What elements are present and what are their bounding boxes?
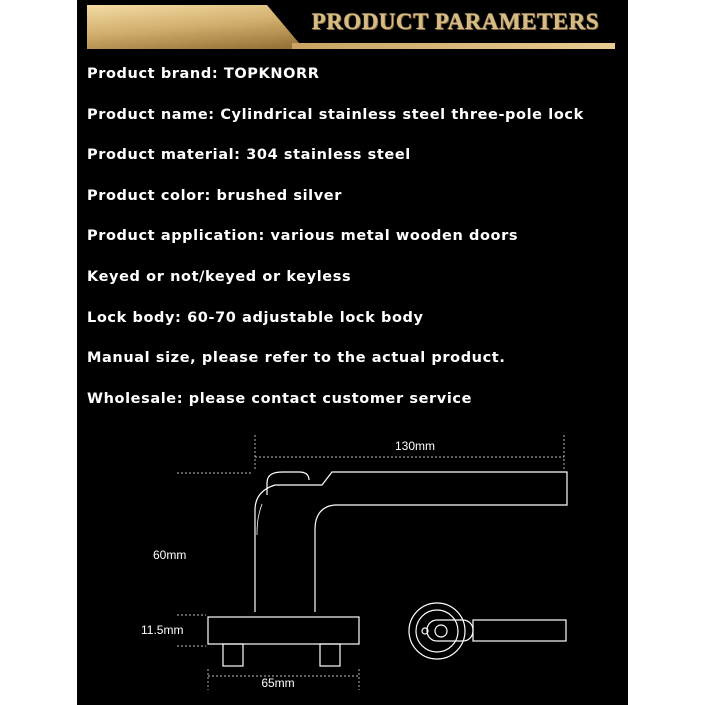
banner-title: PRODUCT PARAMETERS [311,9,599,34]
parameters-banner [87,5,615,49]
spec-name: Product name: Cylindrical stainless steel three-pole lock [87,106,584,123]
spec-material: Product material: 304 stainless steel [87,147,411,164]
handle-front-view [409,603,566,659]
spec-application: Product application: various metal wooden doors [87,228,519,245]
spec-keyed: Keyed or not/keyed or keyless [87,268,352,285]
handle-side-profile [255,472,567,612]
spec-brand: Product brand: TOPKNORR [87,66,320,82]
dimension-11-5mm: 11.5mm [141,623,184,637]
rose-base-plate [208,617,359,666]
dimension-65mm: 65mm [261,676,295,690]
spec-color: Product color: brushed silver [87,187,342,204]
spec-lock-body: Lock body: 60-70 adjustable lock body [87,309,424,326]
spec-wholesale: Wholesale: please contact customer service [87,390,473,407]
spec-manual-size: Manual size, please refer to the actual product. [87,350,506,367]
spec-list [87,63,617,428]
dimension-60mm: 60mm [153,548,187,562]
dimension-lines [177,435,564,690]
dimension-130mm: 130mm [394,439,436,453]
handle-dimension-diagram [77,425,628,705]
